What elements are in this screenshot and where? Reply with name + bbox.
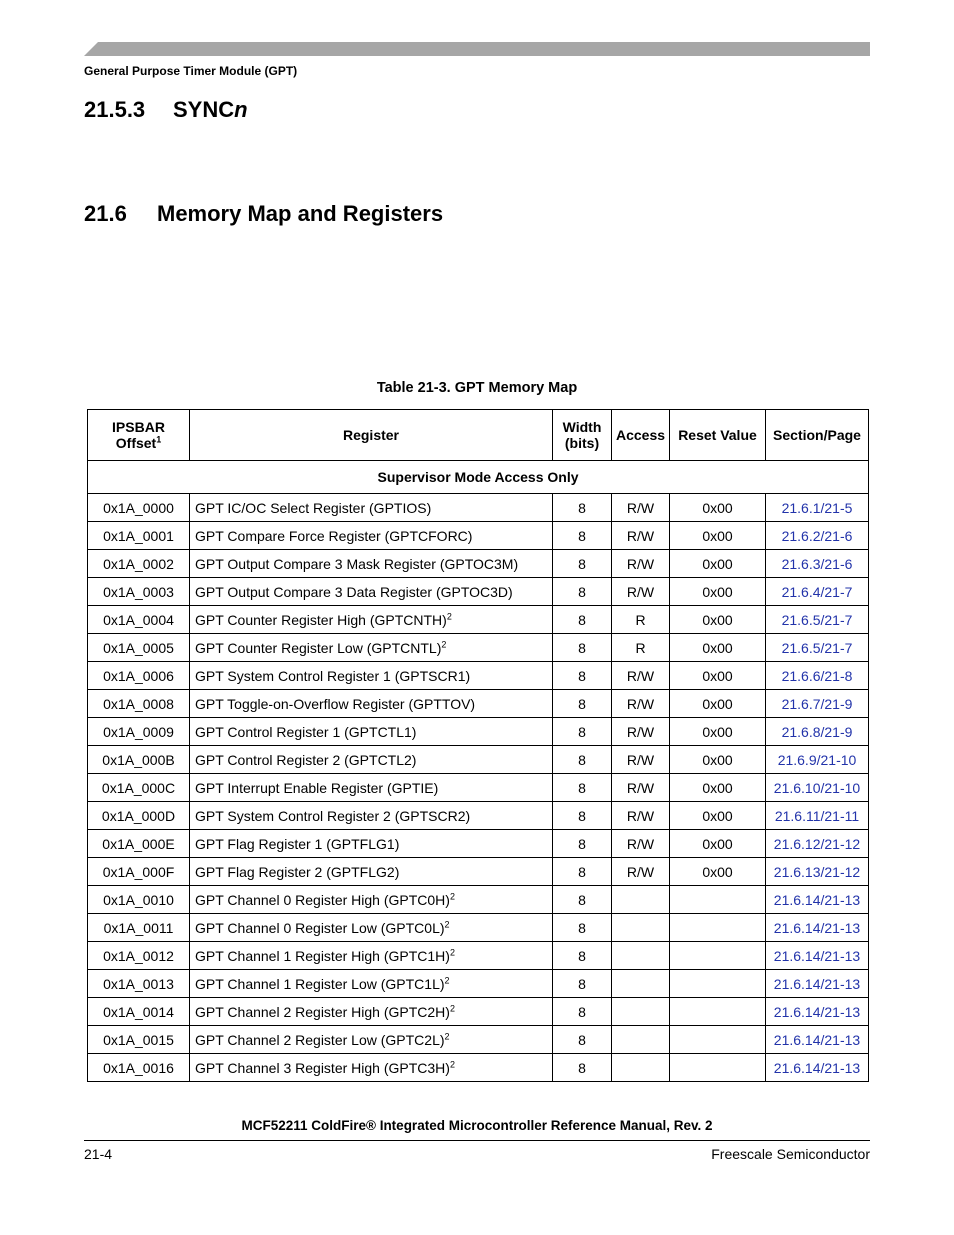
access-cell: R xyxy=(612,634,670,662)
reset-value-cell: 0x00 xyxy=(670,550,766,578)
table-header-row xyxy=(88,410,869,461)
register-cell xyxy=(190,914,553,942)
reset-value-cell: 0x00 xyxy=(670,578,766,606)
table-row xyxy=(88,634,869,662)
width-cell: 8 xyxy=(553,970,612,998)
width-cell: 8 xyxy=(553,494,612,522)
width-cell: 8 xyxy=(553,1026,612,1054)
register-name: GPT Output Compare 3 Data Register (GPTOC3D) xyxy=(195,583,513,600)
register-name: GPT System Control Register 2 (GPTSCR2) xyxy=(195,807,471,824)
reset-value-cell xyxy=(670,1054,766,1082)
table-row xyxy=(88,718,869,746)
width-cell: 8 xyxy=(553,606,612,634)
section-link[interactable]: 21.6.4/21-7 xyxy=(766,578,869,606)
header-bar-shape xyxy=(84,42,870,56)
access-cell xyxy=(612,998,670,1026)
access-cell xyxy=(612,942,670,970)
register-name: GPT Channel 0 Register Low (GPTC0L) xyxy=(195,919,445,936)
offset-cell: 0x1A_0010 xyxy=(88,886,190,914)
width-cell: 8 xyxy=(553,774,612,802)
register-cell xyxy=(190,998,553,1026)
section-link[interactable]: 21.6.6/21-8 xyxy=(766,662,869,690)
section-link[interactable]: 21.6.5/21-7 xyxy=(766,606,869,634)
register-cell xyxy=(190,718,553,746)
section-number: 21.6 xyxy=(84,201,127,226)
section-heading-21-6 xyxy=(84,201,443,227)
access-cell xyxy=(612,1026,670,1054)
offset-cell: 0x1A_000C xyxy=(88,774,190,802)
table-row xyxy=(88,886,869,914)
width-cell: 8 xyxy=(553,998,612,1026)
offset-cell: 0x1A_0013 xyxy=(88,970,190,998)
footnote-marker: 2 xyxy=(449,946,455,957)
footnote-marker: 1 xyxy=(156,434,162,445)
width-cell: 8 xyxy=(553,830,612,858)
table-row xyxy=(88,746,869,774)
register-cell xyxy=(190,690,553,718)
header-offset xyxy=(88,410,190,461)
access-cell: R/W xyxy=(612,578,670,606)
reset-value-cell xyxy=(670,1026,766,1054)
running-header: General Purpose Timer Module (GPT) xyxy=(84,64,298,78)
offset-cell: 0x1A_0006 xyxy=(88,662,190,690)
table-row xyxy=(88,802,869,830)
footnote-marker: 2 xyxy=(444,1030,450,1041)
offset-cell: 0x1A_0009 xyxy=(88,718,190,746)
register-name: GPT Counter Register High (GPTCNTH) xyxy=(195,611,447,628)
memory-map-table xyxy=(87,409,869,1082)
register-cell xyxy=(190,886,553,914)
footnote-marker: 2 xyxy=(446,610,452,621)
section-link[interactable]: 21.6.8/21-9 xyxy=(766,718,869,746)
register-cell xyxy=(190,942,553,970)
reset-value-cell xyxy=(670,886,766,914)
offset-cell: 0x1A_0005 xyxy=(88,634,190,662)
width-cell: 8 xyxy=(553,942,612,970)
register-name: GPT Channel 2 Register Low (GPTC2L) xyxy=(195,1031,445,1048)
footnote-marker: 2 xyxy=(449,1002,455,1013)
access-cell: R/W xyxy=(612,690,670,718)
reset-value-cell: 0x00 xyxy=(670,830,766,858)
offset-cell: 0x1A_0000 xyxy=(88,494,190,522)
access-cell: R/W xyxy=(612,802,670,830)
header-access: Access xyxy=(612,410,670,461)
table-row xyxy=(88,858,869,886)
register-name: GPT System Control Register 1 (GPTSCR1) xyxy=(195,667,471,684)
register-cell xyxy=(190,746,553,774)
table-row xyxy=(88,1054,869,1082)
register-cell xyxy=(190,858,553,886)
table-row xyxy=(88,970,869,998)
reset-value-cell: 0x00 xyxy=(670,606,766,634)
group-label: Supervisor Mode Access Only xyxy=(88,461,869,494)
register-cell xyxy=(190,550,553,578)
footnote-marker: 2 xyxy=(441,638,447,649)
table-row xyxy=(88,690,869,718)
section-link[interactable]: 21.6.14/21-13 xyxy=(766,998,869,1026)
access-cell: R/W xyxy=(612,718,670,746)
register-name: GPT Counter Register Low (GPTCNTL) xyxy=(195,639,442,656)
reset-value-cell: 0x00 xyxy=(670,858,766,886)
table-row xyxy=(88,662,869,690)
company-name: Freescale Semiconductor xyxy=(711,1146,870,1162)
width-cell: 8 xyxy=(553,914,612,942)
access-cell: R/W xyxy=(612,774,670,802)
register-cell xyxy=(190,1054,553,1082)
table-row xyxy=(88,774,869,802)
table-caption: Table 21-3. GPT Memory Map xyxy=(376,380,578,396)
access-cell: R/W xyxy=(612,858,670,886)
footer-manual-title: MCF52211 ColdFire® Integrated Microcontroller Reference Manual, Rev. 2 xyxy=(241,1118,713,1133)
reset-value-cell xyxy=(670,998,766,1026)
register-cell xyxy=(190,802,553,830)
reset-value-cell: 0x00 xyxy=(670,746,766,774)
width-cell: 8 xyxy=(553,578,612,606)
register-name: GPT Compare Force Register (GPTCFORC) xyxy=(195,527,473,544)
offset-cell: 0x1A_0012 xyxy=(88,942,190,970)
register-name: GPT Channel 0 Register High (GPTC0H) xyxy=(195,891,450,908)
section-link[interactable]: 21.6.14/21-13 xyxy=(766,942,869,970)
register-name: GPT Channel 2 Register High (GPTC2H) xyxy=(195,1003,450,1020)
table-row xyxy=(88,914,869,942)
section-link[interactable]: 21.6.13/21-12 xyxy=(766,858,869,886)
section-heading-21-5-3 xyxy=(84,97,248,123)
offset-cell: 0x1A_000D xyxy=(88,802,190,830)
register-cell xyxy=(190,606,553,634)
register-name: GPT Channel 1 Register High (GPTC1H) xyxy=(195,947,450,964)
offset-cell: 0x1A_000F xyxy=(88,858,190,886)
reset-value-cell: 0x00 xyxy=(670,718,766,746)
access-cell xyxy=(612,1054,670,1082)
width-cell: 8 xyxy=(553,690,612,718)
table-row xyxy=(88,494,869,522)
table-row xyxy=(88,522,869,550)
offset-cell: 0x1A_0011 xyxy=(88,914,190,942)
width-cell: 8 xyxy=(553,1054,612,1082)
reset-value-cell: 0x00 xyxy=(670,522,766,550)
register-name: GPT Channel 1 Register Low (GPTC1L) xyxy=(195,975,445,992)
register-name: GPT Flag Register 1 (GPTFLG1) xyxy=(195,835,400,852)
section-link[interactable]: 21.6.1/21-5 xyxy=(766,494,869,522)
footnote-marker: 2 xyxy=(444,974,450,985)
table-row xyxy=(88,550,869,578)
offset-cell: 0x1A_000B xyxy=(88,746,190,774)
access-cell: R/W xyxy=(612,522,670,550)
reset-value-cell xyxy=(670,914,766,942)
register-cell xyxy=(190,578,553,606)
section-title: Memory Map and Registers xyxy=(157,201,444,226)
register-cell xyxy=(190,774,553,802)
header-register: Register xyxy=(190,410,553,461)
section-link[interactable]: 21.6.3/21-6 xyxy=(766,550,869,578)
section-link[interactable]: 21.6.2/21-6 xyxy=(766,522,869,550)
header-section-page: Section/Page xyxy=(766,410,869,461)
offset-cell: 0x1A_0004 xyxy=(88,606,190,634)
width-cell: 8 xyxy=(553,550,612,578)
offset-cell: 0x1A_0003 xyxy=(88,578,190,606)
register-cell xyxy=(190,970,553,998)
table-row xyxy=(88,1026,869,1054)
offset-cell: 0x1A_0002 xyxy=(88,550,190,578)
section-title-italic: n xyxy=(234,97,248,122)
section-link[interactable]: 21.6.9/21-10 xyxy=(766,746,869,774)
reset-value-cell: 0x00 xyxy=(670,802,766,830)
access-cell: R/W xyxy=(612,550,670,578)
offset-cell: 0x1A_0014 xyxy=(88,998,190,1026)
register-cell xyxy=(190,1026,553,1054)
section-link[interactable]: 21.6.14/21-13 xyxy=(766,914,869,942)
reset-value-cell: 0x00 xyxy=(670,662,766,690)
width-cell: 8 xyxy=(553,634,612,662)
reset-value-cell: 0x00 xyxy=(670,774,766,802)
reset-value-cell xyxy=(670,970,766,998)
register-cell xyxy=(190,634,553,662)
offset-cell: 0x1A_0016 xyxy=(88,1054,190,1082)
register-cell xyxy=(190,830,553,858)
section-link[interactable]: 21.6.12/21-12 xyxy=(766,830,869,858)
table-row xyxy=(88,998,869,1026)
section-link[interactable]: 21.6.14/21-13 xyxy=(766,886,869,914)
access-cell: R/W xyxy=(612,746,670,774)
access-cell: R/W xyxy=(612,494,670,522)
width-cell: 8 xyxy=(553,718,612,746)
section-link[interactable]: 21.6.14/21-13 xyxy=(766,970,869,998)
offset-cell: 0x1A_0015 xyxy=(88,1026,190,1054)
reset-value-cell: 0x00 xyxy=(670,494,766,522)
register-cell xyxy=(190,494,553,522)
access-cell: R/W xyxy=(612,830,670,858)
access-cell xyxy=(612,886,670,914)
footnote-marker: 2 xyxy=(444,918,450,929)
access-cell xyxy=(612,970,670,998)
table-row xyxy=(88,606,869,634)
section-link[interactable]: 21.6.10/21-10 xyxy=(766,774,869,802)
offset-cell: 0x1A_000E xyxy=(88,830,190,858)
header-width: Width (bits) xyxy=(553,410,612,461)
register-name: GPT Interrupt Enable Register (GPTIE) xyxy=(195,779,439,796)
width-cell: 8 xyxy=(553,746,612,774)
table-row xyxy=(88,578,869,606)
register-name: GPT Channel 3 Register High (GPTC3H) xyxy=(195,1059,450,1076)
width-cell: 8 xyxy=(553,858,612,886)
width-cell: 8 xyxy=(553,522,612,550)
group-row xyxy=(88,461,869,494)
footer-divider xyxy=(84,1140,870,1141)
page-number: 21-4 xyxy=(84,1146,113,1162)
section-link[interactable]: 21.6.5/21-7 xyxy=(766,634,869,662)
access-cell xyxy=(612,914,670,942)
offset-cell: 0x1A_0001 xyxy=(88,522,190,550)
register-cell xyxy=(190,662,553,690)
register-name: GPT Output Compare 3 Mask Register (GPTOC3M) xyxy=(195,555,519,572)
footnote-marker: 2 xyxy=(449,890,455,901)
register-name: GPT Control Register 1 (GPTCTL1) xyxy=(195,723,417,740)
table-row xyxy=(88,942,869,970)
register-cell xyxy=(190,522,553,550)
register-name: GPT IC/OC Select Register (GPTIOS) xyxy=(195,499,432,516)
reset-value-cell: 0x00 xyxy=(670,690,766,718)
reset-value-cell: 0x00 xyxy=(670,634,766,662)
width-cell: 8 xyxy=(553,662,612,690)
section-number: 21.5.3 xyxy=(84,97,146,122)
register-name: GPT Flag Register 2 (GPTFLG2) xyxy=(195,863,400,880)
register-name: GPT Control Register 2 (GPTCTL2) xyxy=(195,751,417,768)
header-offset-label: IPSBAR Offset xyxy=(112,419,165,451)
section-link[interactable]: 21.6.11/21-11 xyxy=(766,802,869,830)
section-link[interactable]: 21.6.7/21-9 xyxy=(766,690,869,718)
footnote-marker: 2 xyxy=(449,1058,455,1069)
header-bar xyxy=(84,42,870,56)
section-link[interactable]: 21.6.14/21-13 xyxy=(766,1026,869,1054)
access-cell: R/W xyxy=(612,662,670,690)
table-row xyxy=(88,830,869,858)
section-link[interactable]: 21.6.14/21-13 xyxy=(766,1054,869,1082)
width-cell: 8 xyxy=(553,802,612,830)
section-title: SYNC xyxy=(173,97,235,122)
width-cell: 8 xyxy=(553,886,612,914)
header-reset-value: Reset Value xyxy=(670,410,766,461)
register-name: GPT Toggle-on-Overflow Register (GPTTOV) xyxy=(195,695,476,712)
offset-cell: 0x1A_0008 xyxy=(88,690,190,718)
access-cell: R xyxy=(612,606,670,634)
reset-value-cell xyxy=(670,942,766,970)
